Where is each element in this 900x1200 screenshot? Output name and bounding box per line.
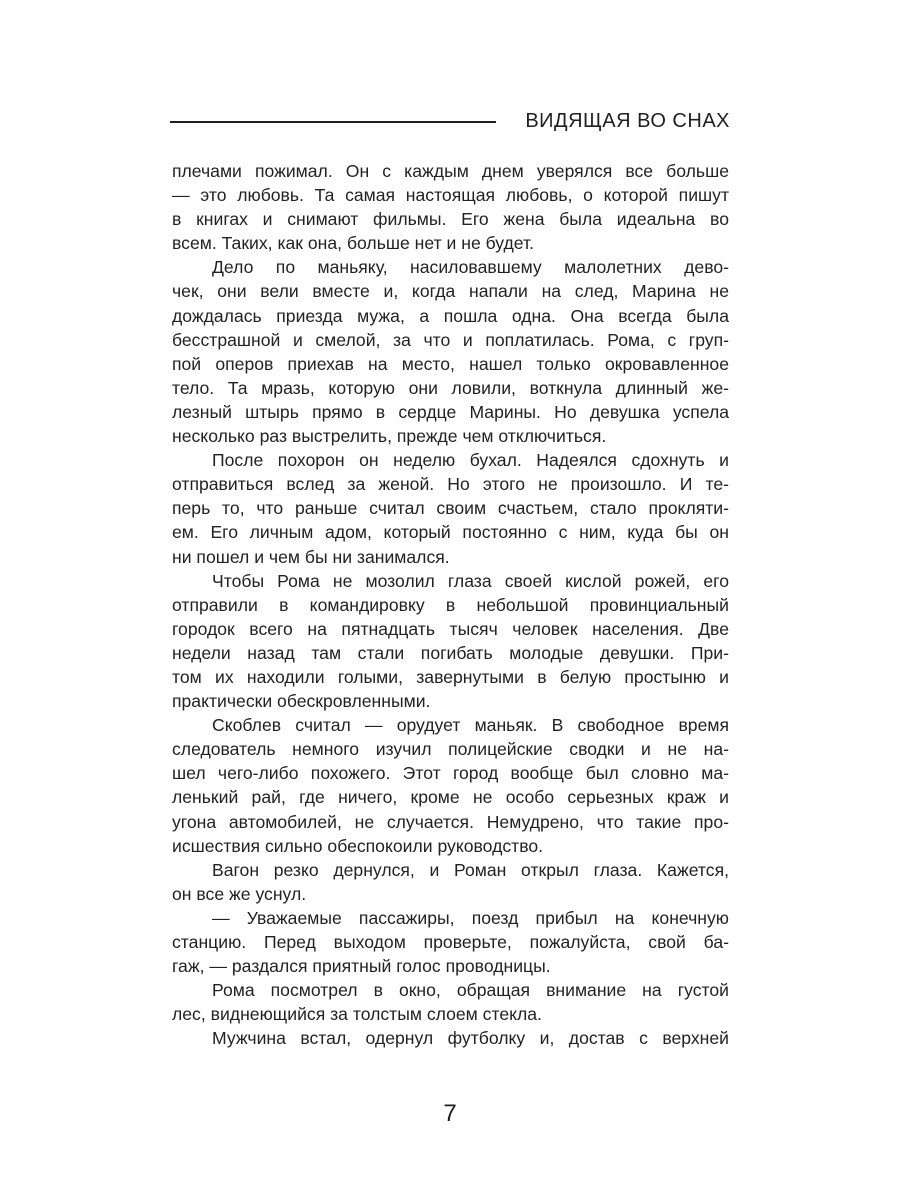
- text-line: в книгах и снимают фильмы. Его жена была идеальна во: [172, 209, 729, 230]
- text-line: ни пошел и чем бы ни занимался.: [172, 546, 450, 567]
- text-line: практически обескровленными.: [172, 691, 431, 712]
- running-title: ВИДЯЩАЯ ВО СНАХ: [525, 110, 730, 132]
- text-line: чек, они вели вместе и, когда напали на след, Марина не: [172, 281, 729, 302]
- text-line: дождалась приезда мужа, а пошла одна. Она всегда была: [172, 305, 729, 326]
- text-line: — Уважаемые пассажиры, поезд прибыл на конечную: [212, 907, 729, 928]
- text-line: — это любовь. Та самая настоящая любовь, о которой пишут: [172, 185, 729, 206]
- text-line: Вагон резко дернулся, и Роман открыл глаза. Кажется,: [212, 859, 729, 880]
- text-line: После похорон он неделю бухал. Надеялся сдохнуть и: [212, 450, 729, 471]
- text-line: он все же уснул.: [172, 883, 307, 904]
- running-header: [170, 104, 730, 138]
- text-line: шел чего-либо похожего. Этот город вообще был словно ма-: [172, 763, 729, 784]
- text-line: плечами пожимал. Он с каждым днем уверялся все больше: [172, 161, 729, 181]
- text-line: несколько раз выстрелить, прежде чем отключиться.: [172, 426, 607, 447]
- text-line: недели назад там стали погибать молодые девушки. При-: [172, 642, 729, 663]
- text-line: том их находили голыми, завернутыми в белую простыню и: [172, 666, 729, 687]
- text-line: ем. Его личным адом, который постоянно с ним, куда бы он: [172, 522, 729, 543]
- text-line: тело. Та мразь, которую они ловили, воткнула длинный же-: [172, 377, 729, 398]
- text-line: Дело по маньяку, насиловавшему малолетних дево-: [212, 257, 729, 278]
- text-line: перь то, что раньше считал своим счастьем, стало прокляти-: [172, 498, 729, 519]
- header-rule: [170, 121, 496, 123]
- text-line: следователь немного изучил полицейские сводки и не на-: [172, 739, 729, 760]
- text-line: Чтобы Рома не мозолил глаза своей кислой рожей, его: [212, 570, 729, 591]
- text-line: лес, виднеющийся за толстым слоем стекла.: [172, 1004, 542, 1025]
- text-line: всем. Таких, как она, больше нет и не будет.: [172, 233, 534, 254]
- text-line: Мужчина встал, одернул футболку и, достав с верхней: [212, 1028, 729, 1049]
- text-line: пой оперов приехав на место, нашел только окровавленное: [172, 353, 729, 374]
- text-line: исшествия сильно обеспокоили руководство.: [172, 835, 544, 856]
- text-line: лезный штырь прямо в сердце Марины. Но девушка успела: [172, 401, 729, 422]
- text-line: бесстрашной и смелой, за что и поплатилась. Рома, с груп-: [172, 329, 729, 350]
- body-text: [172, 159, 729, 1050]
- text-line: городок всего на пятнадцать тысяч человек населения. Две: [172, 618, 729, 639]
- text-line: Рома посмотрел в окно, обращая внимание на густой: [212, 980, 729, 1001]
- text-line: Скоблев считал — орудует маньяк. В свободное время: [212, 715, 729, 736]
- text-line: отправили в командировку в небольшой провинциальный: [172, 594, 729, 615]
- page-number: 7: [443, 1100, 457, 1127]
- text-line: гаж, — раздался приятный голос проводницы.: [172, 956, 551, 977]
- text-line: угона автомобилей, не случается. Немудрено, что такие про-: [172, 811, 729, 832]
- text-line: отправиться вслед за женой. Но этого не произошло. И те-: [172, 474, 729, 495]
- text-line: ленький рай, где ничего, кроме не особо серьезных краж и: [172, 787, 729, 808]
- text-line: станцию. Перед выходом проверьте, пожалуйста, свой ба-: [172, 932, 729, 952]
